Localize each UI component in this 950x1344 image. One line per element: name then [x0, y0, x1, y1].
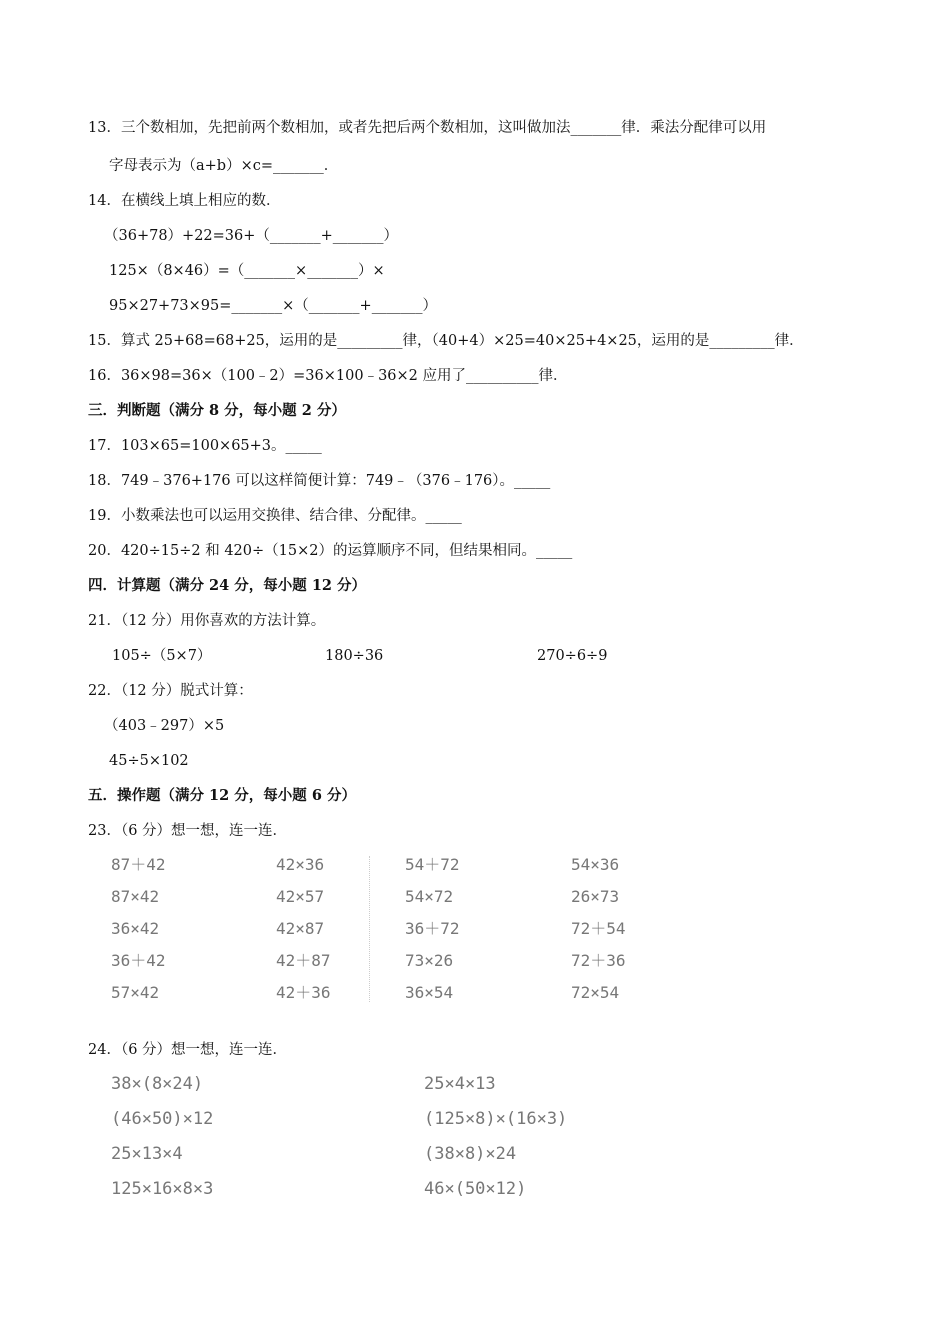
- match-expression: 42×87: [276, 919, 325, 938]
- match-expression: 72＋36: [571, 951, 626, 970]
- question-14-title: 14．在横线上填上相应的数．: [88, 193, 281, 209]
- question-22-item: 45÷5×102: [109, 753, 189, 769]
- match-expression: 42＋36: [276, 983, 331, 1002]
- match-expression: 125×16×8×3: [111, 1179, 214, 1199]
- question-14-item-2: 125×（8×46）=（_______×_______）×: [109, 263, 385, 279]
- question-24-title: 24．（6 分）想一想，连一连．: [88, 1042, 288, 1058]
- question-14-item-1: （36+78）+22=36+（_______+_______）: [104, 228, 399, 244]
- question-21-title: 21．（12 分）用你喜欢的方法计算。: [88, 613, 326, 629]
- match-expression: 72＋54: [571, 919, 626, 938]
- question-21-item: 105÷（5×7）: [112, 648, 212, 664]
- match-expression: 42＋87: [276, 951, 331, 970]
- match-expression: 25×13×4: [111, 1144, 183, 1164]
- match-expression: 54×36: [571, 855, 620, 874]
- question-17: 17．103×65=100×65+3。_____: [88, 438, 322, 454]
- match-expression: 42×36: [276, 855, 325, 874]
- question-21-item: 270÷6÷9: [537, 648, 608, 664]
- divider: [369, 856, 370, 1002]
- match-expression: (125×8)×(16×3): [424, 1109, 568, 1129]
- question-23-title: 23．（6 分）想一想，连一连．: [88, 823, 288, 839]
- match-expression: 36×54: [405, 983, 454, 1002]
- match-expression: 38×(8×24): [111, 1074, 204, 1094]
- match-expression: 26×73: [571, 887, 620, 906]
- match-expression: 36×42: [111, 919, 160, 938]
- section-3-heading: 三．判断题（满分 8 分，每小题 2 分）: [88, 402, 346, 419]
- match-expression: 42×57: [276, 887, 325, 906]
- match-expression: 46×(50×12): [424, 1179, 527, 1199]
- question-21-item: 180÷36: [325, 648, 384, 664]
- question-19: 19．小数乘法也可以运用交换律、结合律、分配律。_____: [88, 508, 462, 524]
- match-expression: (46×50)×12: [111, 1109, 214, 1129]
- match-expression: 36＋72: [405, 919, 460, 938]
- match-expression: 36＋42: [111, 951, 166, 970]
- question-20: 20．420÷15÷2 和 420÷（15×2）的运算顺序不同，但结果相同。_____: [88, 543, 573, 559]
- question-22-title: 22．（12 分）脱式计算：: [88, 683, 253, 699]
- match-expression: 87＋42: [111, 855, 166, 874]
- match-expression: 54＋72: [405, 855, 460, 874]
- question-22-item: （403﹣297）×5: [104, 718, 225, 734]
- question-16: 16．36×98=36×（100﹣2）=36×100﹣36×2 应用了__________律．: [88, 368, 568, 384]
- match-expression: 25×4×13: [424, 1074, 496, 1094]
- match-expression: (38×8)×24: [424, 1144, 517, 1164]
- question-14-item-3: 95×27+73×95=_______×（_______+_______）: [109, 298, 437, 314]
- question-15: 15．算式 25+68=68+25，运用的是_________律，（40+4）×25=40×25+4×25，运用的是_________律．: [88, 333, 804, 349]
- section-4-heading: 四．计算题（满分 24 分，每小题 12 分）: [88, 577, 367, 594]
- match-expression: 54×72: [405, 887, 454, 906]
- match-expression: 87×42: [111, 887, 160, 906]
- section-5-heading: 五．操作题（满分 12 分，每小题 6 分）: [88, 787, 356, 804]
- match-expression: 57×42: [111, 983, 160, 1002]
- question-13-line2: 字母表示为（a+b）×c=_______．: [109, 158, 339, 174]
- question-18: 18．749﹣376+176 可以这样简便计算：749﹣（376﹣176）。_____: [88, 473, 551, 489]
- match-expression: 73×26: [405, 951, 454, 970]
- match-expression: 72×54: [571, 983, 620, 1002]
- question-13-line1: 13．三个数相加，先把前两个数相加，或者先把后两个数相加，这叫做加法_______律．乘法分配律可以用: [88, 120, 767, 136]
